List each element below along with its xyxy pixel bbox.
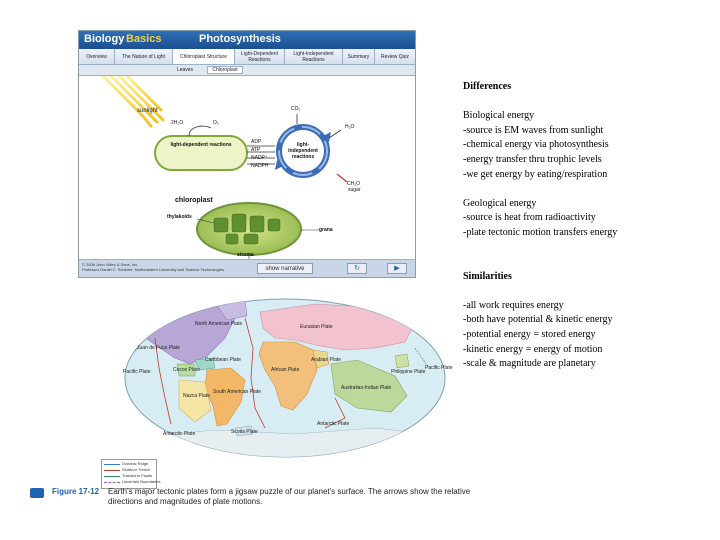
figure-label: Figure 17-12 — [52, 487, 100, 496]
label-antarctic-plate-left: Antarctic Plate — [163, 431, 196, 437]
geo-line: -plate tectonic motion transfers energy — [463, 226, 618, 238]
label-sunlight: sunlight — [137, 108, 158, 114]
figure-caption — [30, 486, 490, 510]
label-arabian-plate: Arabian Plate — [311, 357, 342, 363]
figure-icon — [30, 488, 44, 498]
similarity-line: -all work requires energy — [463, 299, 564, 311]
label-pacific-plate-left: Pacific Plate — [123, 369, 151, 375]
label-eurasian-plate: Eurasian Plate — [300, 324, 333, 330]
brand-basics: Basics — [126, 33, 162, 45]
replay-icon: ↻ — [354, 265, 360, 272]
sunlight-rays — [101, 76, 163, 126]
legend-item-oceanic-ridge: Oceanic Ridge — [104, 461, 156, 467]
label-philippine-plate: Philippine Plate — [391, 369, 426, 375]
similarity-line: -kinetic energy = energy of motion — [463, 343, 603, 355]
label-african-plate: African Plate — [271, 367, 300, 373]
next-button[interactable] — [387, 263, 407, 274]
label-light-dependent: light-dependent reactions — [170, 142, 232, 148]
tab-light-dependent[interactable]: Light-Dependent Reactions — [235, 49, 285, 64]
label-sugar: sugar — [348, 187, 361, 193]
photosynthesis-applet — [78, 30, 416, 278]
bio-line: -we get energy by eating/respiration — [463, 168, 608, 180]
label-co2: CO₂ — [291, 106, 301, 112]
tab-light-independent[interactable]: Light-Independent Reactions — [285, 49, 343, 64]
play-icon: ▶ — [394, 265, 400, 272]
legend-item-transform-faults: Transform Faults — [104, 473, 156, 479]
label-o2: O₂ — [213, 120, 219, 126]
similarity-line: -potential energy = stored energy — [463, 328, 596, 340]
replay-button[interactable] — [347, 263, 367, 274]
applet-footer — [79, 259, 415, 278]
label-cocos-plate: Cocos Plate — [173, 367, 200, 373]
bio-line: -energy transfer thru trophic levels — [463, 153, 602, 165]
label-chloroplast: chloroplast — [175, 197, 213, 204]
notes-panel — [463, 80, 713, 372]
applet-header — [79, 31, 415, 49]
bio-line: -source is EM waves from sunlight — [463, 124, 604, 136]
label-south-american-plate: South American Plate — [213, 389, 262, 395]
label-antarctic-plate-right: Antarctic Plate — [317, 421, 350, 427]
label-adp: ADP — [251, 139, 262, 145]
copyright — [82, 262, 252, 272]
label-nadph: NADPH — [251, 163, 269, 169]
label-juan-de-fuca-plate: Juan de Fuca Plate — [137, 345, 181, 351]
label-pacific-plate-right: Pacific Plate — [425, 365, 453, 371]
similarity-line: -scale & magnitude are planetary — [463, 358, 596, 370]
biological-energy-title: Biological energy — [463, 110, 535, 122]
tab-review-quiz[interactable]: Review Quiz — [380, 53, 410, 60]
label-stroma: stroma — [237, 252, 254, 258]
label-north-american-plate: North American Plate — [195, 321, 243, 327]
copyright-line-2: Professor Daniel C. Scheirer, Northeastern University and Science Technologies — [82, 267, 224, 272]
similarity-line: -both have potential & kinetic energy — [463, 314, 613, 326]
tab-summary[interactable]: Summary — [343, 49, 375, 64]
copyright-line-1: © 2006 John Wiley & Sons, Inc. — [82, 262, 139, 267]
bio-line: -chemical energy via photosynthesis — [463, 139, 609, 151]
applet-nav-tabs — [79, 49, 415, 65]
applet-title: Photosynthesis — [199, 33, 281, 45]
label-caribbean-plate: Caribbean Plate — [205, 357, 241, 363]
label-ch2o: CH₂O — [347, 181, 361, 187]
label-thylakoids: thylakoids — [167, 214, 192, 220]
differences-heading: Differences — [463, 81, 512, 92]
geo-line: -source is heat from radioactivity — [463, 212, 596, 224]
figure-caption-text: Earth's major tectonic plates form a jigsaw puzzle of our planet's surface. The arrows show the relative directions and magnitudes of plate motions. — [108, 487, 471, 506]
legend-item-uncertain-boundaries: Uncertain Boundaries — [104, 479, 156, 485]
subtab-chloroplast[interactable]: Chloroplast — [207, 66, 243, 74]
chloroplast-diagram — [79, 76, 415, 259]
geological-energy-title: Geological energy — [463, 197, 537, 209]
world-map-graphic — [95, 298, 475, 458]
map-legend — [101, 459, 161, 489]
applet-subnav — [79, 65, 415, 76]
similarities-heading: Similarities — [463, 270, 512, 282]
label-h2o-in: 2H₂O — [171, 120, 184, 126]
diagram-graphics — [79, 76, 415, 259]
label-nadp: NADP⁺ — [251, 155, 268, 161]
tab-nature-of-light[interactable]: The Nature of Light — [115, 49, 173, 64]
label-scotia-plate: Scotia Plate — [231, 429, 258, 435]
label-atp: ATP — [251, 147, 261, 153]
legend-item-seafloor-trench: Seafloor Trench — [104, 467, 156, 473]
tectonic-plate-map — [95, 298, 475, 458]
label-h2o-out: H₂O — [345, 124, 355, 130]
show-narrative-button[interactable]: show narrative — [257, 263, 313, 274]
label-light-independent: light-independent reactions — [288, 142, 318, 160]
brand-biology: Biology — [84, 33, 125, 45]
tab-overview[interactable]: Overview — [79, 49, 115, 64]
subtab-leaves[interactable]: Leaves — [176, 67, 194, 73]
label-grana: grana — [319, 227, 333, 233]
label-nazca-plate: Nazca Plate — [183, 393, 210, 399]
tab-chloroplast-structure[interactable]: Chloroplast Structure — [173, 49, 235, 64]
label-australian-indian-plate: Australian-Indian Plate — [341, 385, 392, 391]
